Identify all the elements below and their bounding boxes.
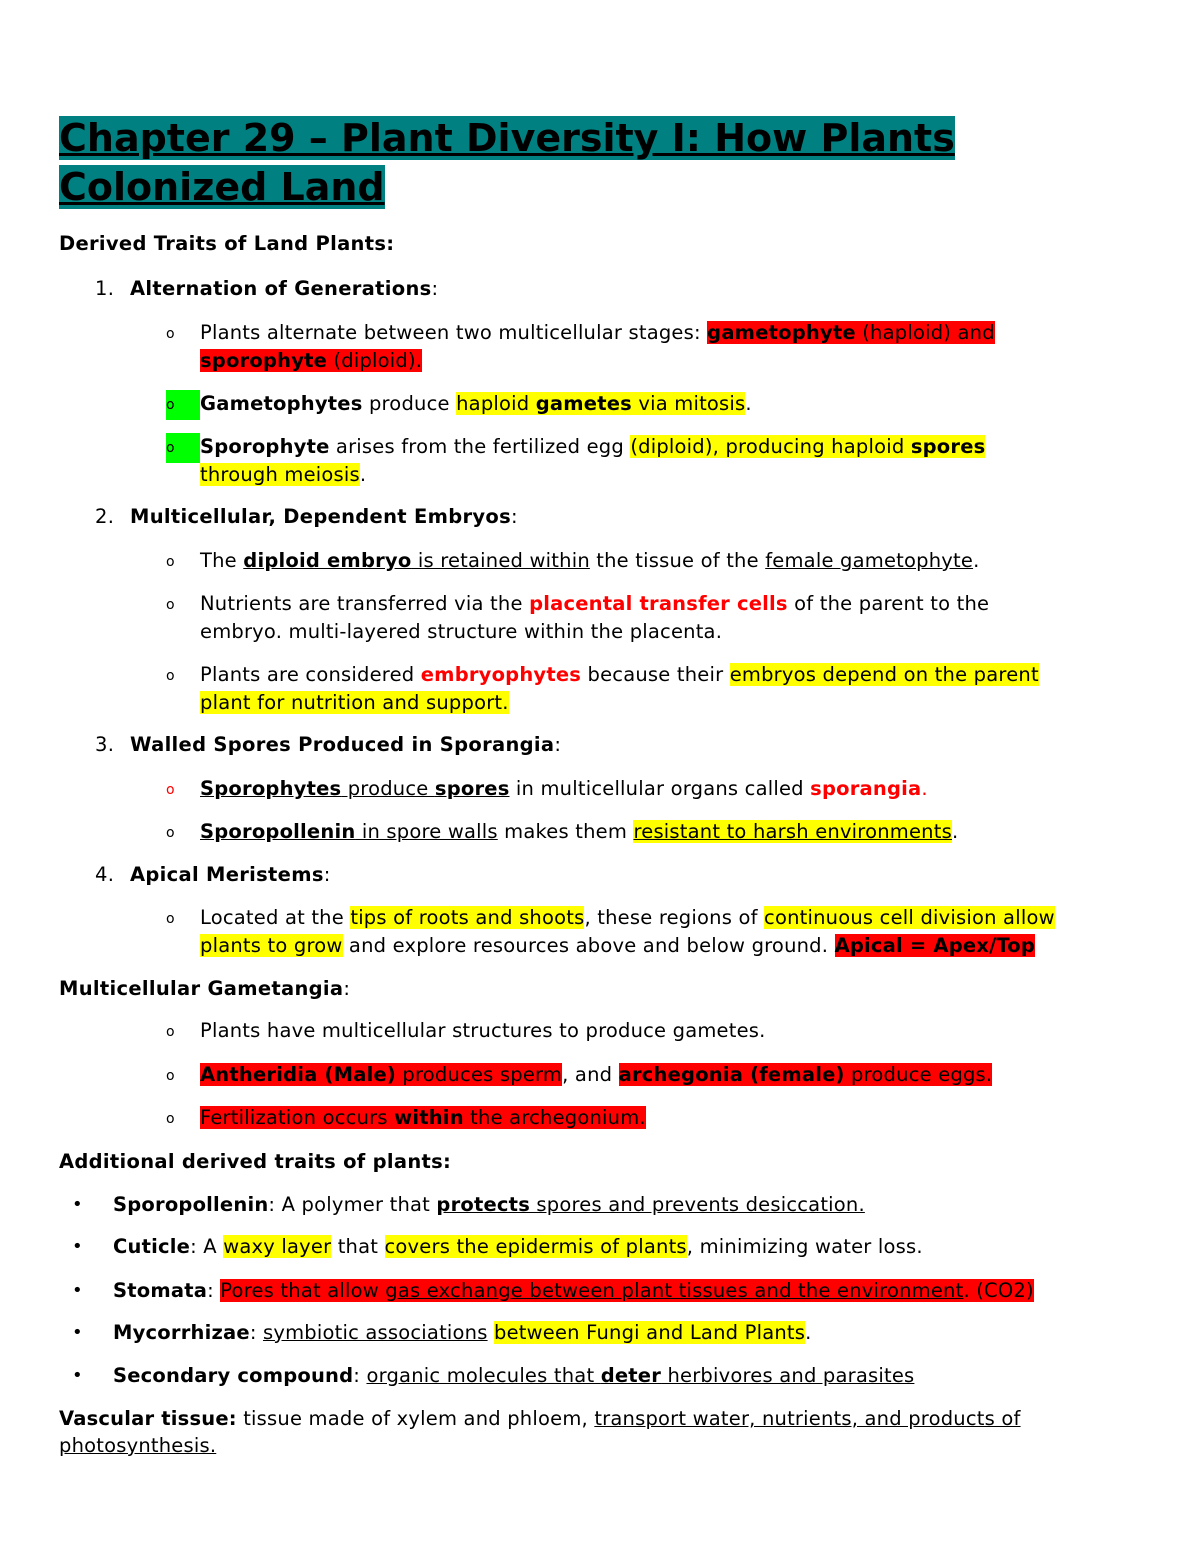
list-item: o Sporophyte arises from the fertilized egg (diploid), producing haploid spores through meiosis. (166, 435, 986, 486)
section-1-heading: 1. Alternation of Generations: (95, 277, 439, 300)
list-item: o Plants have multicellular structures to produce gametes. (166, 1017, 1146, 1045)
list-item: o Plants are considered embryophytes because their embryos depend on the parent plant for nutrition and support. (166, 663, 1039, 714)
section-4-heading: 4. Apical Meristems: (95, 863, 331, 886)
circle-bullet-icon: o (166, 390, 200, 420)
circle-bullet-icon: o (166, 668, 175, 684)
circle-bullet-icon: o (166, 825, 175, 841)
list-item: o Nutrients are transferred via the placental transfer cells of the parent to the embryo. multi-layered structure within the placenta. (166, 592, 990, 643)
list-item: o Fertilization occurs within the archegonium. (166, 1104, 1146, 1132)
title-line-2: Colonized Land (59, 165, 385, 209)
vascular-tissue-paragraph: Vascular tissue: tissue made of xylem and phloem, transport water, nutrients, and products of photosynthesis. (59, 1407, 1021, 1457)
list-item: • Secondary compound: organic molecules that deter herbivores and parasites (72, 1364, 915, 1387)
list-item: • Stomata: Pores that allow gas exchange between plant tissues and the environment. (CO2) (72, 1279, 1034, 1302)
circle-bullet-icon: o (166, 597, 175, 613)
circle-bullet-icon: o (166, 911, 175, 927)
list-item: o Antheridia (Male) produces sperm, and archegonia (female) produce eggs. (166, 1061, 1146, 1089)
list-item: o Sporopollenin in spore walls makes them resistant to harsh environments. (166, 818, 1146, 846)
list-item: • Cuticle: A waxy layer that covers the epidermis of plants, minimizing water loss. (72, 1235, 923, 1258)
list-item: o Sporophytes produce spores in multicellular organs called sporangia. (166, 775, 1146, 803)
bullet-icon: • (72, 1365, 83, 1386)
bullet-icon: • (72, 1236, 83, 1257)
list-item: o Gametophytes produce haploid gametes via mitosis. (166, 390, 1146, 418)
bullet-icon: • (72, 1322, 83, 1343)
list-item: o Located at the tips of roots and shoots, these regions of continuous cell division allow plants to grow and explore resources above and below ground. Apical = Apex/Top (166, 906, 1055, 957)
circle-bullet-icon: o (166, 326, 175, 342)
section-3-heading: 3. Walled Spores Produced in Sporangia: (95, 733, 562, 756)
circle-bullet-icon: o (166, 1024, 175, 1040)
additional-traits-heading: Additional derived traits of plants: (59, 1150, 452, 1173)
circle-bullet-icon: o (166, 1111, 175, 1127)
circle-bullet-icon: o (166, 433, 200, 463)
circle-bullet-icon: o (166, 554, 175, 570)
section-2-heading: 2. Multicellular, Dependent Embryos: (95, 505, 518, 528)
bullet-icon: • (72, 1280, 83, 1301)
list-item: • Sporopollenin: A polymer that protects spores and prevents desiccation. (72, 1193, 865, 1216)
bullet-icon: • (72, 1194, 83, 1215)
gametangia-heading: Multicellular Gametangia: (59, 977, 351, 1000)
list-item: • Mycorrhizae: symbiotic associations between Fungi and Land Plants. (72, 1321, 812, 1344)
circle-bullet-icon: o (166, 782, 175, 798)
circle-bullet-icon: o (166, 1068, 175, 1084)
title-line-1: Chapter 29 – Plant Diversity I: How Plants (59, 116, 955, 160)
derived-traits-heading: Derived Traits of Land Plants: (59, 232, 395, 255)
list-item: o The diploid embryo is retained within the tissue of the female gametophyte. (166, 547, 1146, 575)
list-item: o Plants alternate between two multicellular stages: gametophyte (haploid) and sporophyte (diploid). (166, 321, 995, 372)
chapter-title (59, 114, 1019, 212)
